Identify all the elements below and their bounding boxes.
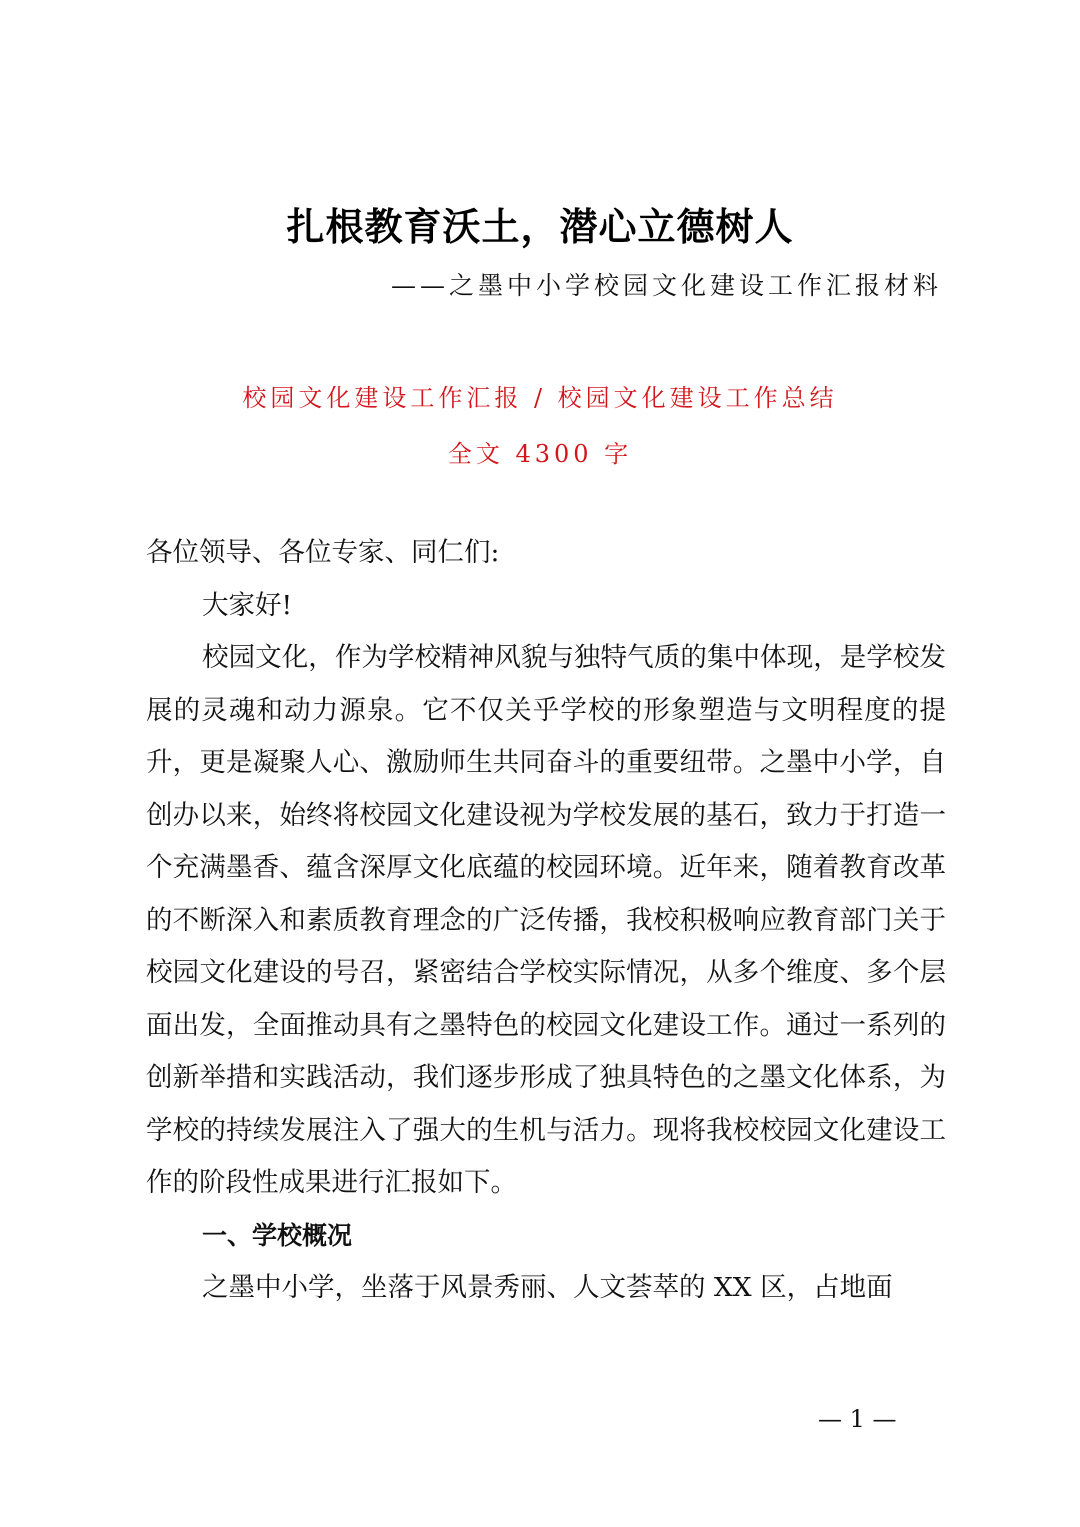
- document-body: [146, 527, 946, 1315]
- salutation: 各位领导、各位专家、同仁们:: [146, 537, 500, 568]
- document-title: 扎根教育沃土，潜心立德树人: [286, 205, 794, 249]
- intro-paragraph: 校园文化，作为学校精神风貌与独特气质的集中体现，是学校发展的灵魂和动力源泉。它不仅关乎学校的形象塑造与文明程度的提升，更是凝聚人心、激励师生共同奋斗的重要纽带。之墨中小学，自创办以来，始终将校园文化建设视为学校发展的基石，致力于打造一个充满墨香、蕴含深厚文化底蕴的校园环境。近年来，随着教育改革的不断深入和素质教育理念的广泛传播，我校积极响应教育部门关于校园文化建设的号召，紧密结合学校实际情况，从多个维度、多个层面出发，全面推动具有之墨特色的校园文化建设工作。通过一系列的创新举措和实践活动，我们逐步形成了独具特色的之墨文化体系，为学校的持续发展注入了强大的生机与活力。现将我校校园文化建设工作的阶段性成果进行汇报如下。: [146, 642, 946, 1198]
- category-label: 校园文化建设工作汇报 / 校园文化建设工作总结: [242, 384, 838, 412]
- overview-paragraph: 之墨中小学，坐落于风景秀丽、人文荟萃的 XX 区，占地面: [202, 1272, 893, 1303]
- document-subtitle: ——之墨中小学校园文化建设工作汇报材料: [390, 271, 942, 300]
- section-heading: 一、学校概况: [202, 1220, 353, 1250]
- page-number: — 1 —: [818, 1405, 897, 1433]
- word-count-label: 全文 4300 字: [447, 440, 633, 468]
- greeting: 大家好!: [202, 589, 293, 621]
